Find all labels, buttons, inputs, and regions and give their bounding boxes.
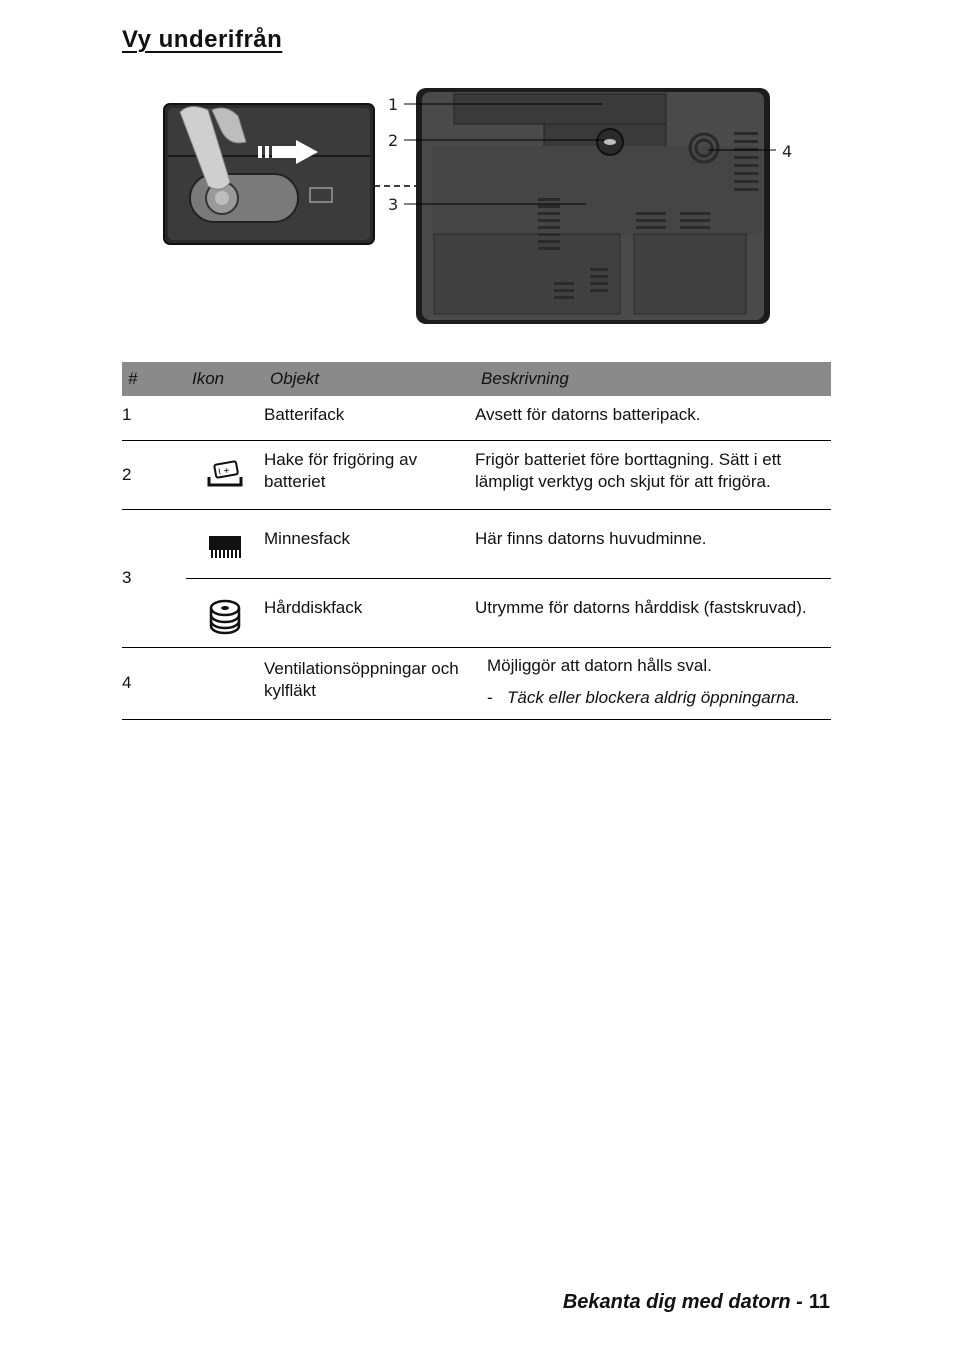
row-object: Minnesfack [264,509,475,578]
battery-latch-inset [164,104,374,244]
table-row [122,396,831,440]
header-description: Beskrivning [475,362,831,396]
table-row [122,509,831,578]
hard-disk-icon [208,599,242,635]
row-icon-cell [186,509,264,578]
page-title: Vy underifrån [122,26,283,53]
row-description: Utrymme för datorns hårddisk (fastskruvad). [475,578,831,647]
row-number: 4 [122,647,186,719]
header-number: # [122,362,186,396]
header-icon: Ikon [186,362,264,396]
row-number: 3 [122,509,186,647]
row-description: Avsett för datorns batteripack. [475,396,831,440]
footer-chapter: Bekanta dig med datorn - [562,1291,803,1313]
row-number: 1 [122,396,186,440]
note-dash: - [487,687,493,707]
description-note [475,687,831,709]
svg-text:I +: I + [217,464,231,476]
row-object: Hårddiskfack [264,578,475,647]
table-header-row [122,362,831,396]
callout-4: 4 [782,142,793,161]
row-icon-cell [186,440,264,509]
page-footer [563,1291,830,1314]
laptop-bottom-illustration [160,82,800,332]
table-row [122,647,831,719]
row-object: Batterifack [264,396,475,440]
laptop-body [416,88,770,324]
row-description [475,647,831,719]
page-number: 11 [808,1291,830,1313]
row-icon-cell [186,578,264,647]
memory-icon [207,534,243,560]
battery-release-icon [206,459,244,489]
row-description: Frigör batteriet före borttagning. Sätt i ett lämpligt verktyg och skjut för att frigöra. [475,440,831,509]
components-table [122,362,831,720]
callout-1: 1 [388,95,399,114]
description-text: Möjliggör att datorn hålls sval. [487,655,712,675]
row-description: Här finns datorns huvudminne. [475,509,831,578]
table-row [122,578,831,647]
callout-2: 2 [388,131,399,150]
callout-3: 3 [388,195,399,214]
row-object: Ventilationsöppningar och kylfläkt [264,647,475,719]
row-object: Hake för frigöring av batteriet [264,440,475,509]
header-object: Objekt [264,362,475,396]
row-icon-cell [186,396,264,440]
row-number: 2 [122,440,186,509]
row-icon-cell [186,647,264,719]
note-text: Täck eller blockera aldrig öppningarna. [507,687,800,707]
table-row [122,440,831,509]
